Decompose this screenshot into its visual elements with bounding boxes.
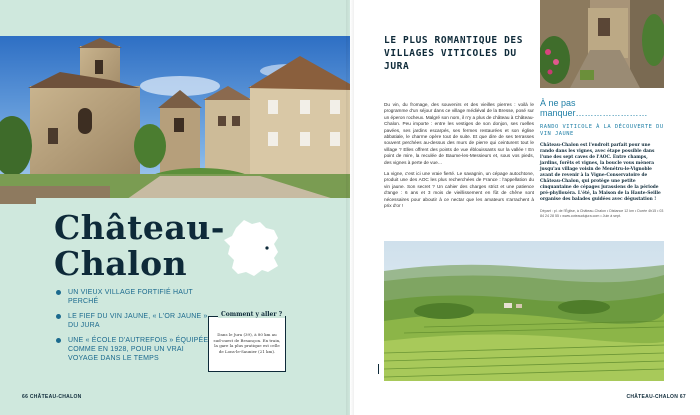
sidebar-title-word: manquer xyxy=(540,108,576,118)
sidebar-title-line2 xyxy=(540,108,664,119)
list-item: UN VIEUX VILLAGE FORTIFIÉ HAUT PERCHÉ xyxy=(54,288,214,306)
section-heading: LE PLUS ROMANTIQUE DES VILLAGES VITICOLES DU JURA xyxy=(384,35,524,72)
paragraph: La vigne, c'est ici une vraie fierté. Le savagnin, un cépage autochtone, produit une des AOC les plus recherchées de France : l'appellation du vin jaune. Son secret ? Un cahier des charges strict et une patience d'ange : 6 ans et 3 mois de vieillissement en fût de chêne sont nécessaires pour aboutir à ce nectar que les amateurs s'arrachent à prix d'or ! xyxy=(384,171,534,209)
france-map-icon xyxy=(222,218,284,282)
sidebar-title-line1: À ne pas xyxy=(540,98,576,108)
title-line-1: Château- xyxy=(54,208,225,247)
page-footer-left: 66 CHÂTEAU-CHALON xyxy=(22,394,82,400)
list-item: LE FIEF DU VIN JAUNE, « L'OR JAUNE » DU JURA xyxy=(54,312,214,330)
courtyard-illustration xyxy=(540,0,664,88)
directions-title: Comment y aller ? xyxy=(218,311,285,318)
sidebar-kicker: RANDO VITICOLE À LA DÉCOUVERTE DU VIN JAUNE xyxy=(540,124,664,137)
vineyard-photo xyxy=(384,241,664,381)
directions-text: Dans le Jura (39), à 80 km au sud-ouest de Besançon. En train, la gare la plus pratique est celle de Lons-le-Saunier (21 km). xyxy=(213,332,281,354)
vineyard-illustration xyxy=(384,241,664,381)
book-gutter xyxy=(346,0,354,415)
directions-box xyxy=(208,316,286,372)
courtyard-photo xyxy=(540,0,664,88)
list-item: UNE « ÉCOLE D'AUTREFOIS » ÉQUIPÉE COMME EN 1928, POUR UN VRAI VOYAGE DANS LE TEMPS xyxy=(54,336,214,363)
sidebar-footnote: Départ : pl. de l'Église, à Château-Chalon • Distance 12 km • Durée 4h15 • 03 84 24 28 55 • www.coteaudujura.com • Juin à sept. xyxy=(540,209,664,218)
village-photo xyxy=(0,36,350,204)
sidebar-title-dots: …………………… xyxy=(575,108,648,118)
location-dot xyxy=(265,246,268,249)
highlights-list xyxy=(54,288,214,369)
sidebar-box xyxy=(540,98,664,219)
decorative-rule xyxy=(378,364,379,374)
page-footer-right: CHÂTEAU-CHALON 67 xyxy=(626,394,686,400)
page-title xyxy=(54,210,225,282)
village-illustration xyxy=(0,36,350,204)
article-body xyxy=(384,102,534,215)
paragraph: Du vin, du fromage, des souvenirs et des vieilles pierres : voilà le programme d'un séjour dans ce village médiéval de la Bresse, posé sur un éperon rocheux. Malgré son nom, il n'y a plus de château à Château-Chalon. Peu importe : entre les vestiges de son donjon, ses ruelles pavées, ses jardins escarpés, ses fermes restaurées et son église abbatiale, le charme opère tout de suite. Et que dire de ses terrasses souvent perchées au-dessus des murs de pierre qui ceinturent tout le village ? Elles offrent des points de vue éblouissants sur la vallée ! En point de mire, la reculée de Baume-les-Messieurs et, sous vos pieds, des vignes à perte de vue… xyxy=(384,102,534,165)
sidebar-text: Château-Chalon est l'endroit parfait pour une rando dans les vignes, avec étape possible dans l'une des sept caves de l'AOC. Entre champs, jardins, forêts et vignes, la boucle vous mènera jusqu'au village voisin de Menétru-le-Vignoble avant de revenir à la Vigne-Conservatoire de Château-Chalon, qui protège une petite cinquantaine de cépages jurassiens de la période pré-phylloxéra. L'été, la Maison de la Haute-Seille organise des balades guidées avec dégustation ! xyxy=(540,143,661,202)
title-line-2: Chalon xyxy=(54,244,188,283)
